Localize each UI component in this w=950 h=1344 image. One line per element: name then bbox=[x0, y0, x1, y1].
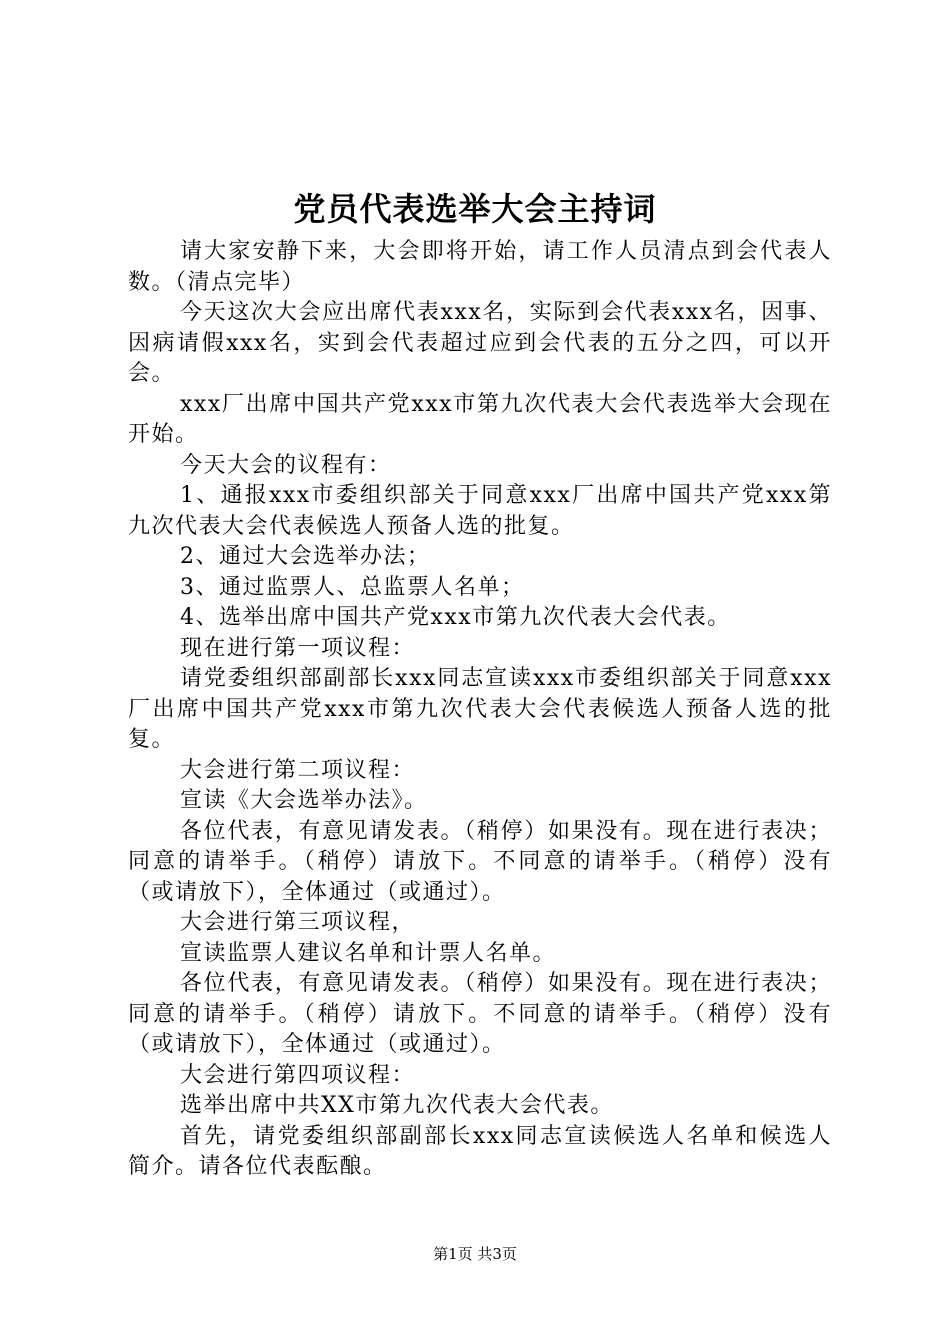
paragraph: 宣读监票人建议名单和计票人名单。 bbox=[180, 940, 557, 966]
paragraph: 选举出席中共XX市第九次代表大会代表。 bbox=[180, 1093, 614, 1118]
paragraph: 请党委组织部副部长xxx同志宣读xxx市委组织部关于同意xxx厂出席中国共产党xxx市第九次代表大会代表候选人预备人选的批复。 bbox=[128, 666, 832, 752]
page-number: 第1页 共3页 bbox=[433, 1245, 517, 1263]
paragraph: 各位代表，有意见请发表。（稍停）如果没有。现在进行表决；同意的请举手。（稍停）请放下。不同意的请举手。（稍停）没有（或请放下），全体通过（或通过）。 bbox=[128, 818, 832, 905]
paragraph: 大会进行第三项议程， bbox=[180, 910, 416, 935]
paragraph: 宣读《大会选举办法》。 bbox=[180, 788, 428, 813]
document-body bbox=[128, 237, 832, 1183]
agenda-item: 4、选举出席中国共产党xxx市第九次代表大会代表。 bbox=[180, 605, 731, 630]
agenda-item: 3、通过监票人、总监票人名单； bbox=[180, 574, 525, 600]
agenda-item: 1、通报xxx市委组织部关于同意xxx厂出席中国共产党xxx第九次代表大会代表候选人预备人选的批复。 bbox=[128, 483, 832, 539]
page-footer bbox=[0, 1242, 950, 1266]
paragraph: xxx厂出席中国共产党xxx市第九次代表大会代表选举大会现在开始。 bbox=[128, 391, 832, 447]
agenda-item: 2、通过大会选举办法； bbox=[180, 544, 431, 569]
paragraph: 现在进行第一项议程： bbox=[180, 635, 416, 661]
paragraph: 今天大会的议程有： bbox=[180, 452, 392, 478]
paragraph: 请大家安静下来，大会即将开始，请工作人员清点到会代表人数。（清点完毕） bbox=[128, 239, 832, 295]
paragraph: 今天这次大会应出席代表xxx名，实际到会代表xxx名，因事、因病请假xxx名，实到会代表超过应到会代表的五分之四，可以开会。 bbox=[128, 300, 832, 386]
paragraph: 各位代表，有意见请发表。（稍停）如果没有。现在进行表决；同意的请举手。（稍停）请放下。不同意的请举手。（稍停）没有（或请放下），全体通过（或通过）。 bbox=[128, 971, 832, 1057]
paragraph: 大会进行第二项议程： bbox=[180, 757, 416, 783]
document-title: 党员代表选举大会主持词 bbox=[293, 190, 657, 228]
paragraph: 首先，请党委组织部副部长xxx同志宣读候选人名单和候选人简介。请各位代表酝酿。 bbox=[128, 1123, 832, 1179]
paragraph: 大会进行第四项议程： bbox=[180, 1062, 416, 1088]
